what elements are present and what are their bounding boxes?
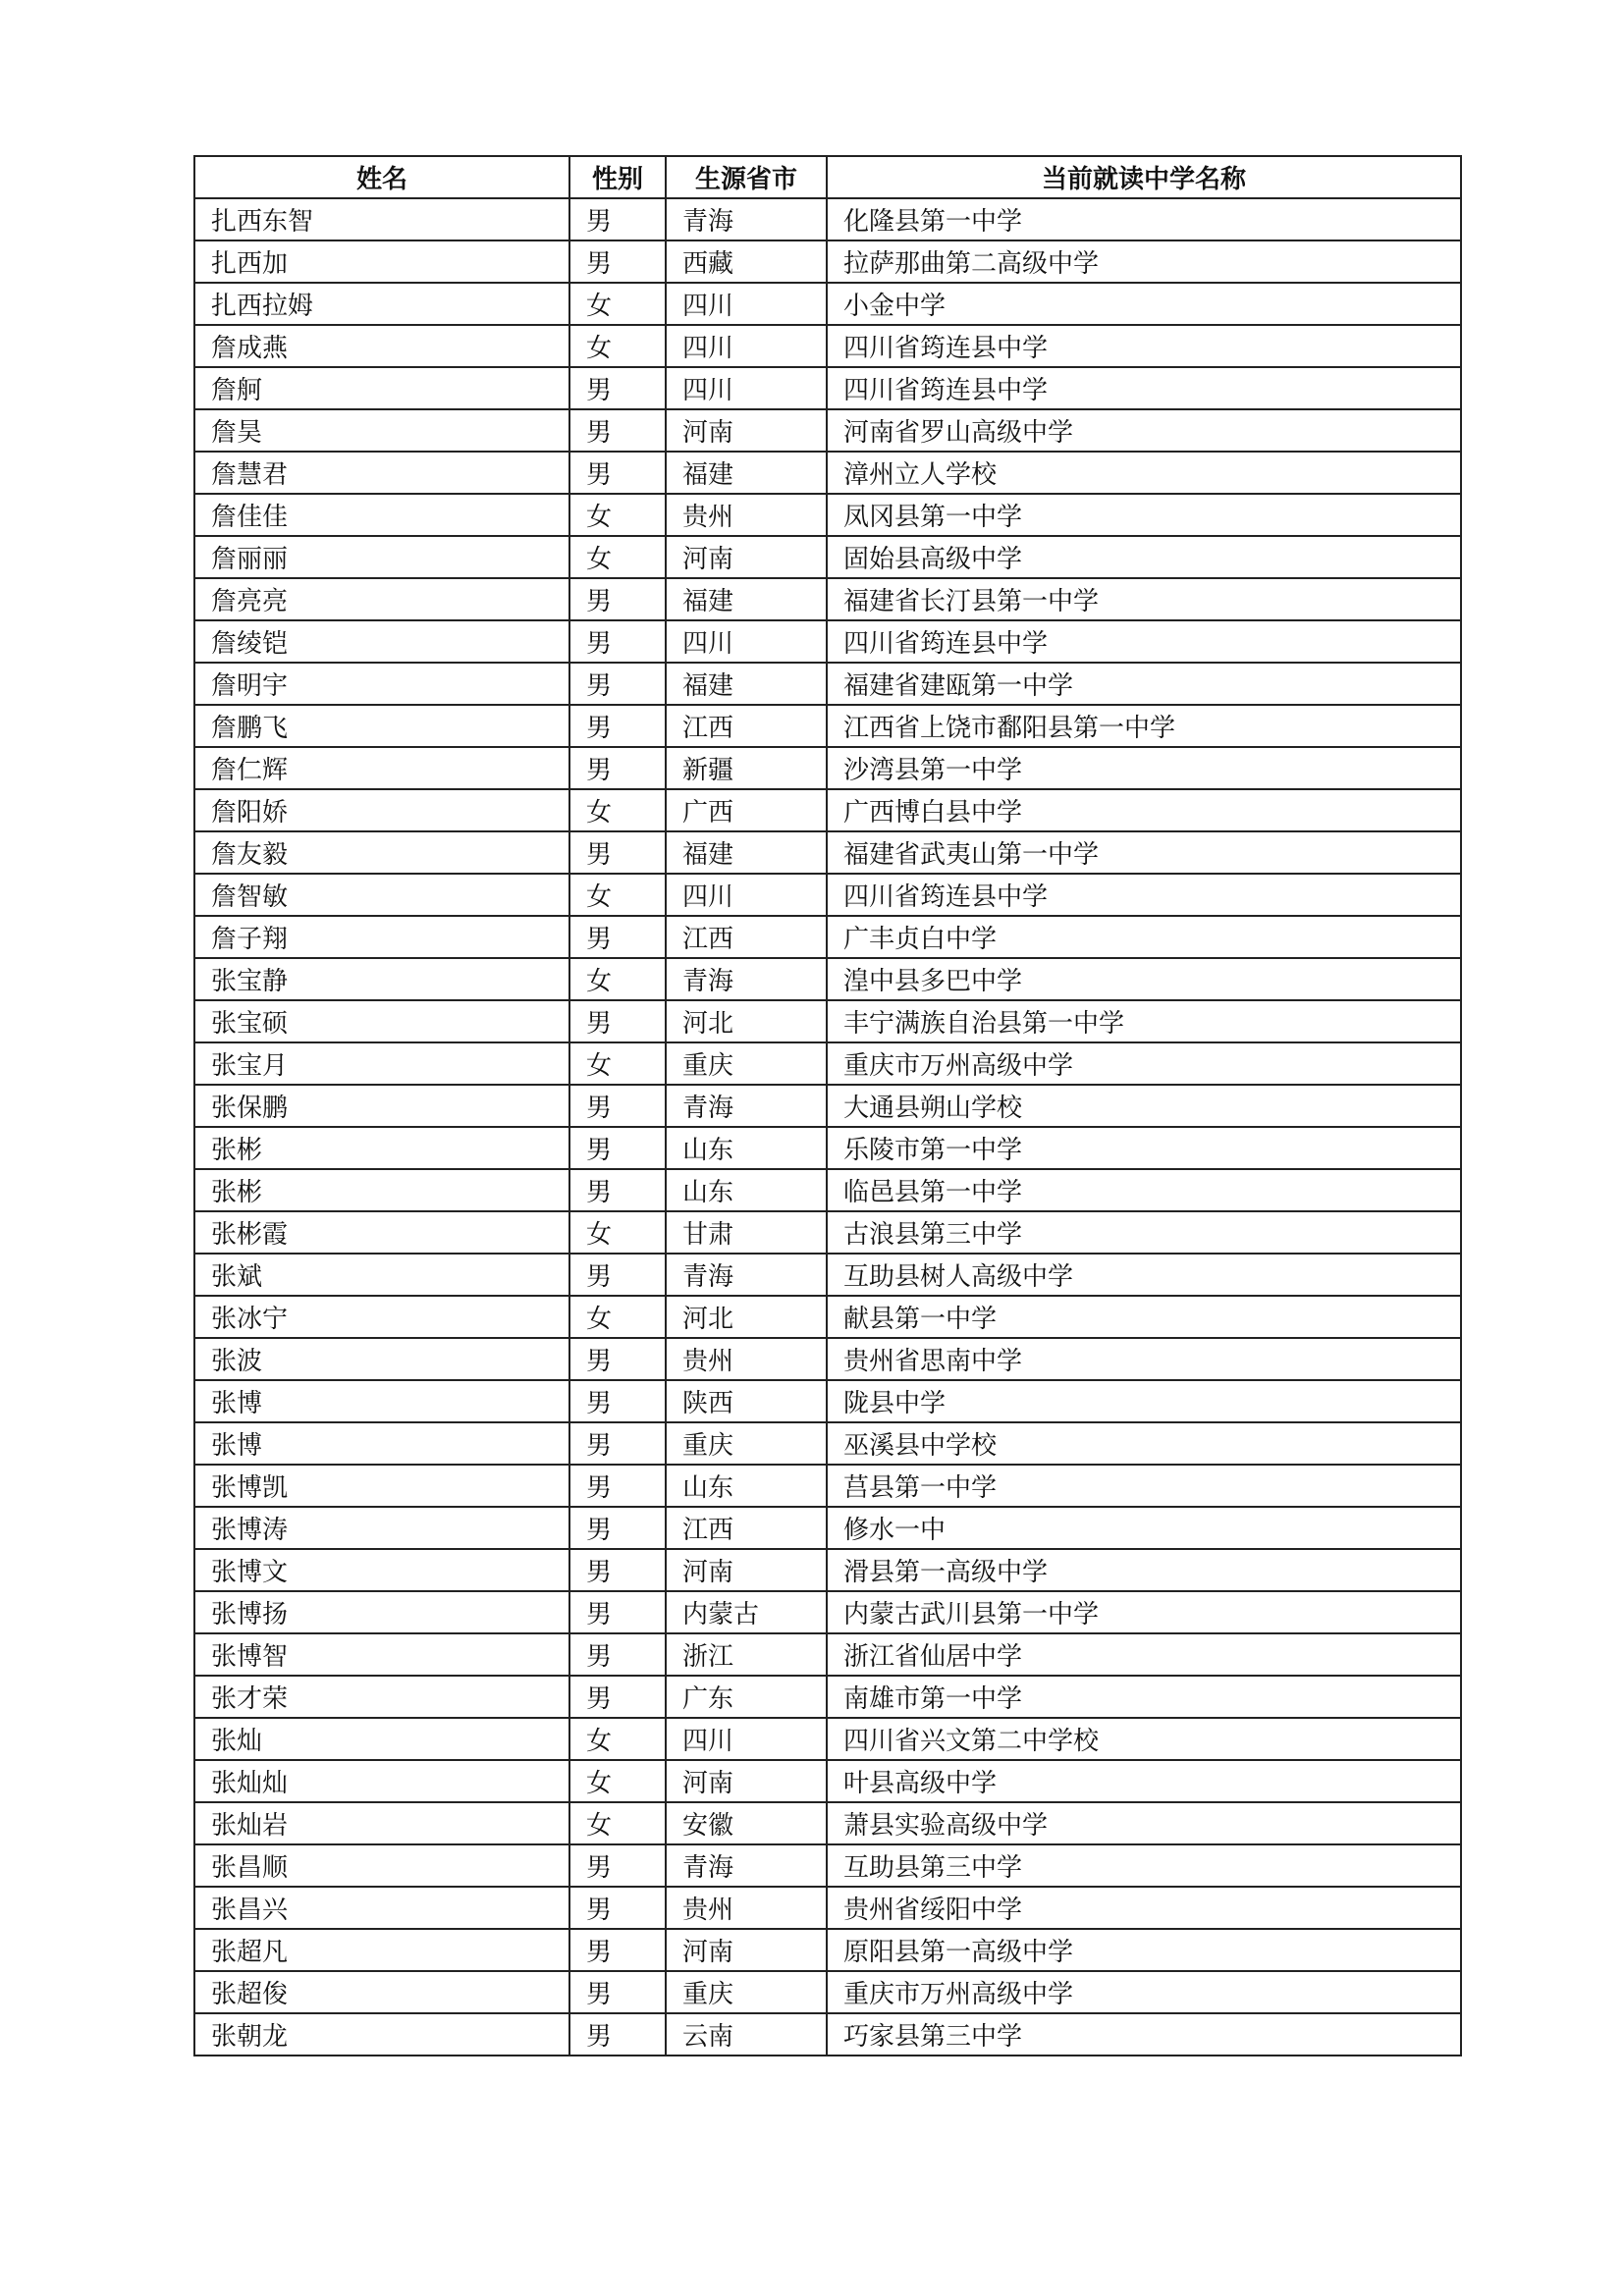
table-row <box>194 663 1461 705</box>
cell-gender: 男 <box>569 198 666 240</box>
cell-name: 张博扬 <box>194 1591 569 1633</box>
table-row <box>194 409 1461 452</box>
cell-gender: 男 <box>569 1380 666 1422</box>
cell-name: 张彬 <box>194 1127 569 1169</box>
table-row <box>194 283 1461 325</box>
cell-school: 巧家县第三中学 <box>827 2013 1461 2056</box>
cell-school: 重庆市万州高级中学 <box>827 1042 1461 1085</box>
cell-name: 张博涛 <box>194 1507 569 1549</box>
cell-province: 广东 <box>666 1676 827 1718</box>
cell-province: 西藏 <box>666 240 827 283</box>
cell-province: 河南 <box>666 409 827 452</box>
cell-gender: 男 <box>569 1633 666 1676</box>
table-row <box>194 1422 1461 1465</box>
cell-province: 贵州 <box>666 1338 827 1380</box>
cell-gender: 男 <box>569 916 666 958</box>
cell-name: 张波 <box>194 1338 569 1380</box>
cell-province: 青海 <box>666 198 827 240</box>
cell-province: 青海 <box>666 1254 827 1296</box>
cell-name: 张博智 <box>194 1633 569 1676</box>
cell-name: 张斌 <box>194 1254 569 1296</box>
cell-province: 河南 <box>666 1929 827 1971</box>
cell-name: 詹佳佳 <box>194 494 569 536</box>
cell-province: 安徽 <box>666 1802 827 1844</box>
table-row <box>194 536 1461 578</box>
cell-name: 詹舸 <box>194 367 569 409</box>
cell-school: 江西省上饶市鄱阳县第一中学 <box>827 705 1461 747</box>
table-row <box>194 240 1461 283</box>
table-row <box>194 1718 1461 1760</box>
cell-name: 詹子翔 <box>194 916 569 958</box>
cell-name: 张彬霞 <box>194 1211 569 1254</box>
cell-province: 河北 <box>666 1000 827 1042</box>
cell-school: 原阳县第一高级中学 <box>827 1929 1461 1971</box>
cell-school: 浙江省仙居中学 <box>827 1633 1461 1676</box>
cell-school: 献县第一中学 <box>827 1296 1461 1338</box>
table-row <box>194 705 1461 747</box>
cell-school: 丰宁满族自治县第一中学 <box>827 1000 1461 1042</box>
table-row <box>194 1802 1461 1844</box>
cell-name: 张宝硕 <box>194 1000 569 1042</box>
cell-school: 四川省筠连县中学 <box>827 874 1461 916</box>
cell-school: 古浪县第三中学 <box>827 1211 1461 1254</box>
cell-gender: 男 <box>569 1676 666 1718</box>
cell-name: 张昌顺 <box>194 1844 569 1887</box>
cell-school: 福建省长汀县第一中学 <box>827 578 1461 620</box>
cell-school: 莒县第一中学 <box>827 1465 1461 1507</box>
table-row <box>194 367 1461 409</box>
table-row <box>194 2013 1461 2056</box>
table-row <box>194 1127 1461 1169</box>
cell-gender: 男 <box>569 2013 666 2056</box>
cell-gender: 男 <box>569 620 666 663</box>
table-row <box>194 831 1461 874</box>
cell-name: 张超凡 <box>194 1929 569 1971</box>
cell-gender: 男 <box>569 1591 666 1633</box>
cell-name: 詹智敏 <box>194 874 569 916</box>
cell-school: 小金中学 <box>827 283 1461 325</box>
cell-gender: 男 <box>569 1338 666 1380</box>
table-row <box>194 1591 1461 1633</box>
cell-province: 广西 <box>666 789 827 831</box>
cell-province: 四川 <box>666 325 827 367</box>
header-name: 姓名 <box>194 156 569 198</box>
table-row <box>194 1296 1461 1338</box>
cell-province: 重庆 <box>666 1422 827 1465</box>
cell-school: 互助县第三中学 <box>827 1844 1461 1887</box>
cell-province: 山东 <box>666 1127 827 1169</box>
cell-school: 四川省兴文第二中学校 <box>827 1718 1461 1760</box>
cell-gender: 女 <box>569 1296 666 1338</box>
cell-gender: 男 <box>569 1085 666 1127</box>
cell-name: 张宝静 <box>194 958 569 1000</box>
cell-gender: 男 <box>569 452 666 494</box>
cell-province: 四川 <box>666 283 827 325</box>
table-row <box>194 1887 1461 1929</box>
cell-gender: 男 <box>569 1844 666 1887</box>
cell-name: 张才荣 <box>194 1676 569 1718</box>
table-row <box>194 1633 1461 1676</box>
cell-province: 新疆 <box>666 747 827 789</box>
table-row <box>194 494 1461 536</box>
table-row <box>194 1042 1461 1085</box>
cell-province: 河南 <box>666 536 827 578</box>
cell-name: 张保鹏 <box>194 1085 569 1127</box>
table-row <box>194 1254 1461 1296</box>
cell-school: 叶县高级中学 <box>827 1760 1461 1802</box>
cell-gender: 男 <box>569 1929 666 1971</box>
cell-gender: 男 <box>569 1887 666 1929</box>
cell-province: 江西 <box>666 1507 827 1549</box>
header-school: 当前就读中学名称 <box>827 156 1461 198</box>
cell-school: 四川省筠连县中学 <box>827 325 1461 367</box>
table-row <box>194 620 1461 663</box>
cell-province: 江西 <box>666 916 827 958</box>
cell-gender: 女 <box>569 1802 666 1844</box>
cell-province: 福建 <box>666 831 827 874</box>
cell-name: 张宝月 <box>194 1042 569 1085</box>
cell-province: 福建 <box>666 663 827 705</box>
cell-school: 萧县实验高级中学 <box>827 1802 1461 1844</box>
cell-school: 临邑县第一中学 <box>827 1169 1461 1211</box>
cell-province: 四川 <box>666 620 827 663</box>
cell-gender: 男 <box>569 1254 666 1296</box>
cell-school: 大通县朔山学校 <box>827 1085 1461 1127</box>
cell-name: 詹仁辉 <box>194 747 569 789</box>
cell-province: 福建 <box>666 578 827 620</box>
student-roster-table <box>193 155 1462 2056</box>
cell-name: 詹慧君 <box>194 452 569 494</box>
cell-gender: 男 <box>569 831 666 874</box>
table-row <box>194 958 1461 1000</box>
cell-province: 江西 <box>666 705 827 747</box>
cell-gender: 男 <box>569 578 666 620</box>
cell-gender: 男 <box>569 1465 666 1507</box>
cell-province: 福建 <box>666 452 827 494</box>
cell-school: 滑县第一高级中学 <box>827 1549 1461 1591</box>
cell-province: 重庆 <box>666 1042 827 1085</box>
table-row <box>194 747 1461 789</box>
cell-school: 广西博白县中学 <box>827 789 1461 831</box>
cell-school: 修水一中 <box>827 1507 1461 1549</box>
cell-school: 福建省武夷山第一中学 <box>827 831 1461 874</box>
table-row <box>194 1169 1461 1211</box>
table-row <box>194 789 1461 831</box>
cell-name: 张灿灿 <box>194 1760 569 1802</box>
cell-province: 重庆 <box>666 1971 827 2013</box>
cell-name: 詹亮亮 <box>194 578 569 620</box>
cell-gender: 男 <box>569 1971 666 2013</box>
table-row <box>194 1676 1461 1718</box>
cell-school: 内蒙古武川县第一中学 <box>827 1591 1461 1633</box>
header-province: 生源省市 <box>666 156 827 198</box>
cell-school: 重庆市万州高级中学 <box>827 1971 1461 2013</box>
cell-gender: 女 <box>569 1760 666 1802</box>
cell-province: 青海 <box>666 958 827 1000</box>
cell-gender: 男 <box>569 1000 666 1042</box>
cell-school: 互助县树人高级中学 <box>827 1254 1461 1296</box>
cell-name: 扎西加 <box>194 240 569 283</box>
cell-name: 扎西拉姆 <box>194 283 569 325</box>
table-row <box>194 1971 1461 2013</box>
cell-school: 凤冈县第一中学 <box>827 494 1461 536</box>
table-row <box>194 1380 1461 1422</box>
cell-province: 浙江 <box>666 1633 827 1676</box>
cell-gender: 男 <box>569 1549 666 1591</box>
table-row <box>194 1000 1461 1042</box>
table-row <box>194 874 1461 916</box>
cell-gender: 女 <box>569 283 666 325</box>
cell-province: 青海 <box>666 1844 827 1887</box>
table-row <box>194 578 1461 620</box>
cell-province: 甘肃 <box>666 1211 827 1254</box>
cell-province: 河南 <box>666 1549 827 1591</box>
cell-school: 拉萨那曲第二高级中学 <box>827 240 1461 283</box>
cell-province: 山东 <box>666 1465 827 1507</box>
cell-gender: 女 <box>569 325 666 367</box>
table-row <box>194 1211 1461 1254</box>
cell-school: 四川省筠连县中学 <box>827 367 1461 409</box>
cell-province: 四川 <box>666 874 827 916</box>
cell-name: 詹昊 <box>194 409 569 452</box>
cell-gender: 男 <box>569 409 666 452</box>
cell-gender: 男 <box>569 1127 666 1169</box>
cell-province: 四川 <box>666 367 827 409</box>
cell-name: 詹成燕 <box>194 325 569 367</box>
cell-gender: 女 <box>569 536 666 578</box>
cell-province: 山东 <box>666 1169 827 1211</box>
cell-province: 河北 <box>666 1296 827 1338</box>
cell-name: 詹鹏飞 <box>194 705 569 747</box>
cell-name: 张博 <box>194 1422 569 1465</box>
table-row <box>194 1929 1461 1971</box>
cell-gender: 男 <box>569 367 666 409</box>
cell-name: 詹阳娇 <box>194 789 569 831</box>
cell-gender: 女 <box>569 1211 666 1254</box>
cell-name: 詹友毅 <box>194 831 569 874</box>
table-row <box>194 1844 1461 1887</box>
cell-school: 贵州省思南中学 <box>827 1338 1461 1380</box>
cell-gender: 男 <box>569 663 666 705</box>
table-row <box>194 916 1461 958</box>
cell-gender: 女 <box>569 494 666 536</box>
cell-gender: 女 <box>569 874 666 916</box>
cell-school: 贵州省绥阳中学 <box>827 1887 1461 1929</box>
cell-school: 化隆县第一中学 <box>827 198 1461 240</box>
cell-school: 南雄市第一中学 <box>827 1676 1461 1718</box>
cell-school: 陇县中学 <box>827 1380 1461 1422</box>
cell-school: 漳州立人学校 <box>827 452 1461 494</box>
cell-gender: 男 <box>569 1169 666 1211</box>
cell-name: 张彬 <box>194 1169 569 1211</box>
cell-gender: 男 <box>569 747 666 789</box>
cell-school: 乐陵市第一中学 <box>827 1127 1461 1169</box>
cell-province: 贵州 <box>666 1887 827 1929</box>
cell-name: 扎西东智 <box>194 198 569 240</box>
table-row <box>194 1549 1461 1591</box>
cell-name: 詹丽丽 <box>194 536 569 578</box>
cell-gender: 男 <box>569 1507 666 1549</box>
cell-school: 固始县高级中学 <box>827 536 1461 578</box>
cell-name: 张博文 <box>194 1549 569 1591</box>
cell-name: 张冰宁 <box>194 1296 569 1338</box>
table-row <box>194 325 1461 367</box>
cell-name: 张灿岩 <box>194 1802 569 1844</box>
cell-name: 詹绫铠 <box>194 620 569 663</box>
cell-province: 内蒙古 <box>666 1591 827 1633</box>
cell-province: 四川 <box>666 1718 827 1760</box>
cell-school: 沙湾县第一中学 <box>827 747 1461 789</box>
cell-province: 云南 <box>666 2013 827 2056</box>
cell-name: 张博 <box>194 1380 569 1422</box>
cell-name: 张超俊 <box>194 1971 569 2013</box>
cell-gender: 男 <box>569 705 666 747</box>
table-row <box>194 1507 1461 1549</box>
table-row <box>194 1465 1461 1507</box>
cell-gender: 女 <box>569 1718 666 1760</box>
header-gender: 性别 <box>569 156 666 198</box>
table-row <box>194 1085 1461 1127</box>
cell-name: 詹明宇 <box>194 663 569 705</box>
cell-name: 张博凯 <box>194 1465 569 1507</box>
cell-gender: 女 <box>569 958 666 1000</box>
table-row <box>194 1338 1461 1380</box>
cell-name: 张灿 <box>194 1718 569 1760</box>
cell-school: 湟中县多巴中学 <box>827 958 1461 1000</box>
cell-province: 陕西 <box>666 1380 827 1422</box>
cell-school: 河南省罗山高级中学 <box>827 409 1461 452</box>
cell-gender: 女 <box>569 1042 666 1085</box>
cell-school: 广丰贞白中学 <box>827 916 1461 958</box>
cell-school: 四川省筠连县中学 <box>827 620 1461 663</box>
header-row <box>194 156 1461 198</box>
cell-province: 青海 <box>666 1085 827 1127</box>
cell-school: 巫溪县中学校 <box>827 1422 1461 1465</box>
table-row <box>194 1760 1461 1802</box>
cell-gender: 女 <box>569 789 666 831</box>
cell-gender: 男 <box>569 1422 666 1465</box>
cell-name: 张朝龙 <box>194 2013 569 2056</box>
cell-name: 张昌兴 <box>194 1887 569 1929</box>
cell-province: 河南 <box>666 1760 827 1802</box>
table-row <box>194 198 1461 240</box>
table-row <box>194 452 1461 494</box>
cell-school: 福建省建瓯第一中学 <box>827 663 1461 705</box>
cell-province: 贵州 <box>666 494 827 536</box>
cell-gender: 男 <box>569 240 666 283</box>
